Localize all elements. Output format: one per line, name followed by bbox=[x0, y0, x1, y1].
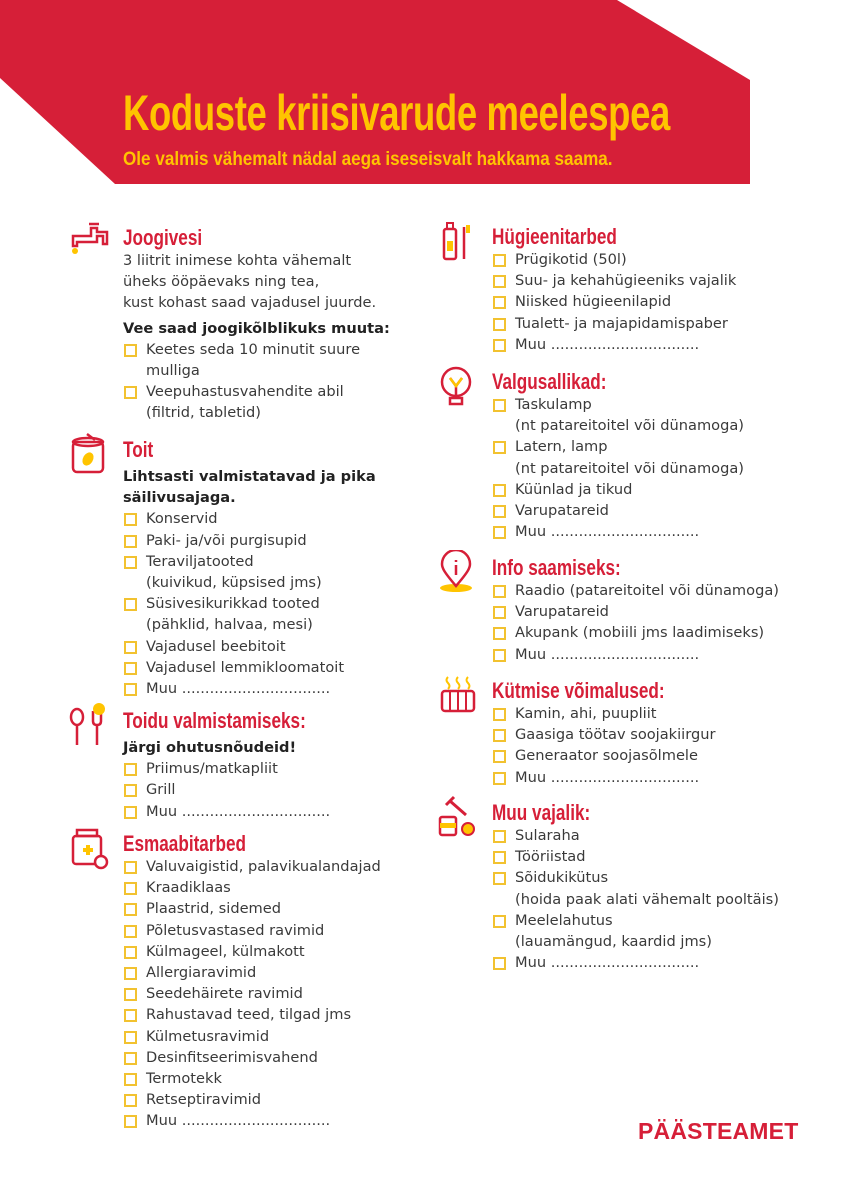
instruction-text: Vee saad joogikõlblikuks muuta: bbox=[123, 319, 390, 337]
checklist-item[interactable] bbox=[492, 745, 832, 766]
logo-paasteamet: PÄÄSTEAMET bbox=[638, 1118, 799, 1144]
section-toit bbox=[123, 438, 463, 699]
checklist-item[interactable] bbox=[492, 703, 832, 724]
checkbox[interactable] bbox=[124, 1031, 137, 1044]
item-text: Tööriistad bbox=[515, 848, 586, 866]
checkbox[interactable] bbox=[124, 784, 137, 797]
item-text: (filtrid, tabletid) bbox=[146, 404, 261, 422]
section-title: Info saamiseks: bbox=[492, 555, 621, 580]
checkbox[interactable] bbox=[124, 925, 137, 938]
checkbox[interactable] bbox=[124, 1009, 137, 1022]
checkbox[interactable] bbox=[493, 750, 506, 763]
checklist-item[interactable] bbox=[492, 291, 832, 312]
item-text: Latern, lamp bbox=[515, 438, 608, 456]
checklist-item[interactable] bbox=[492, 270, 832, 291]
checkbox[interactable] bbox=[124, 1115, 137, 1128]
item-text: Generaator soojasõlmele bbox=[515, 747, 698, 765]
checkbox[interactable] bbox=[124, 967, 137, 980]
item-text: Muu ................................ bbox=[515, 645, 700, 663]
item-text: Gaasiga töötav soojakiirgur bbox=[515, 726, 716, 744]
section-valgusallikad bbox=[492, 370, 832, 542]
checkbox[interactable] bbox=[124, 1052, 137, 1065]
item-text: (kuivikud, küpsised jms) bbox=[146, 574, 322, 592]
item-text: Külmageel, külmakott bbox=[146, 942, 305, 960]
item-text: (lauamängud, kaardid jms) bbox=[515, 933, 712, 951]
item-text: Termotekk bbox=[146, 1070, 222, 1088]
section-info-saamiseks bbox=[492, 556, 832, 665]
checklist-item[interactable] bbox=[123, 508, 463, 529]
checkbox[interactable] bbox=[124, 946, 137, 959]
checkbox[interactable] bbox=[124, 386, 137, 399]
checklist-item[interactable] bbox=[492, 622, 832, 643]
item-text: Taskulamp bbox=[515, 396, 592, 413]
checklist-item[interactable] bbox=[123, 381, 463, 423]
checkbox[interactable] bbox=[124, 662, 137, 675]
instruction-text: säilivusajaga. bbox=[123, 489, 236, 507]
checklist-item[interactable] bbox=[492, 479, 832, 500]
checkbox[interactable] bbox=[493, 708, 506, 721]
checkbox[interactable] bbox=[493, 627, 506, 640]
checkbox[interactable] bbox=[493, 484, 506, 497]
checklist-item[interactable] bbox=[123, 1026, 463, 1047]
checklist-item[interactable] bbox=[123, 962, 463, 983]
item-text: Vajadusel lemmikloomatoit bbox=[146, 658, 345, 676]
checklist-item[interactable] bbox=[123, 530, 463, 551]
section-toidu-valmistamiseks bbox=[123, 709, 463, 822]
description-line: üheks ööpäevaks ning tea, bbox=[123, 273, 320, 291]
radiator-icon bbox=[436, 673, 480, 717]
item-text: Raadio (patareitoitel või dünamoga) bbox=[515, 582, 779, 599]
checkbox[interactable] bbox=[493, 505, 506, 518]
checkbox[interactable] bbox=[124, 598, 137, 611]
checkbox[interactable] bbox=[124, 806, 137, 819]
checkbox[interactable] bbox=[493, 526, 506, 539]
checkbox[interactable] bbox=[124, 882, 137, 895]
instruction-text: Lihtsasti valmistatavad ja pika bbox=[123, 468, 376, 485]
section-muu-vajalik bbox=[492, 801, 832, 973]
item-text: Muu ................................ bbox=[515, 954, 700, 972]
section-title: Joogivesi bbox=[123, 225, 203, 250]
tools-misc-icon bbox=[436, 795, 480, 839]
checkbox[interactable] bbox=[124, 344, 137, 357]
item-text: Kamin, ahi, puupliit bbox=[515, 705, 657, 722]
item-text: Meelelahutus bbox=[515, 911, 613, 929]
checkbox[interactable] bbox=[493, 339, 506, 352]
checkbox[interactable] bbox=[124, 763, 137, 776]
item-text: Sõidukikütus bbox=[515, 869, 609, 887]
checklist-item[interactable] bbox=[123, 758, 463, 779]
item-text: Desinfitseerimisvahend bbox=[146, 1048, 318, 1066]
item-text: Küünlad ja tikud bbox=[515, 480, 633, 498]
item-text: Rahustavad teed, tilgad jms bbox=[146, 1006, 352, 1024]
checklist-item[interactable] bbox=[492, 521, 832, 542]
info-pin-icon bbox=[436, 550, 480, 594]
checkbox[interactable] bbox=[493, 296, 506, 309]
section-title: Toit bbox=[123, 437, 154, 462]
section-esmaabitarbed bbox=[123, 832, 463, 1132]
spoon-fork-icon bbox=[67, 703, 111, 747]
page-title: Koduste kriisivarude meelespea bbox=[123, 85, 670, 141]
checklist-item[interactable] bbox=[123, 898, 463, 919]
checklist-item[interactable] bbox=[492, 724, 832, 745]
checklist-item[interactable] bbox=[492, 910, 832, 952]
checkbox[interactable] bbox=[493, 957, 506, 970]
item-text: Külmetusravimid bbox=[146, 1027, 270, 1045]
checklist-item[interactable] bbox=[123, 593, 463, 635]
item-text: Grill bbox=[146, 781, 176, 799]
checklist-item[interactable] bbox=[123, 657, 463, 678]
checkbox[interactable] bbox=[493, 275, 506, 288]
checklist-item[interactable] bbox=[123, 1068, 463, 1089]
checkbox[interactable] bbox=[124, 683, 137, 696]
checkbox[interactable] bbox=[124, 535, 137, 548]
item-text: Varupatareid bbox=[515, 502, 609, 520]
item-text: (nt patareitoitel või dünamoga) bbox=[515, 459, 744, 477]
checkbox[interactable] bbox=[124, 513, 137, 526]
item-text: Allergiaravimid bbox=[146, 964, 257, 982]
item-text: Muu ................................ bbox=[146, 680, 331, 698]
checkbox[interactable] bbox=[493, 441, 506, 454]
item-text: Prügikotid (50l) bbox=[515, 251, 627, 268]
item-text: Varupatareid bbox=[515, 603, 609, 621]
checklist-item[interactable] bbox=[492, 436, 832, 478]
section-title: Hügieenitarbed bbox=[492, 224, 617, 249]
checkbox[interactable] bbox=[124, 861, 137, 874]
item-text: Vajadusel beebitoit bbox=[146, 637, 286, 655]
item-text: Tualett- ja majapidamispaber bbox=[515, 314, 728, 332]
checkbox[interactable] bbox=[124, 1073, 137, 1086]
checkbox[interactable] bbox=[493, 318, 506, 331]
checklist-item[interactable] bbox=[492, 249, 832, 270]
item-text: Muu ................................ bbox=[515, 768, 700, 786]
light-bulb-icon bbox=[436, 364, 480, 408]
checklist-item[interactable] bbox=[492, 767, 832, 788]
checklist-item[interactable] bbox=[123, 636, 463, 657]
item-text: (pähklid, halvaa, mesi) bbox=[146, 616, 313, 634]
section-title: Toidu valmistamiseks: bbox=[123, 708, 306, 733]
description-line: kust kohast saad vajadusel juurde. bbox=[123, 294, 377, 312]
checklist-item[interactable] bbox=[123, 678, 463, 699]
item-text: Niisked hügieenilapid bbox=[515, 293, 672, 311]
checklist-item[interactable] bbox=[123, 856, 463, 877]
item-text: Põletusvastased ravimid bbox=[146, 921, 325, 939]
food-can-icon bbox=[67, 432, 111, 476]
section-hügieenitarbed bbox=[492, 225, 832, 355]
checkbox[interactable] bbox=[124, 641, 137, 654]
item-text: Seedehäirete ravimid bbox=[146, 985, 303, 1003]
checklist-item[interactable] bbox=[123, 1089, 463, 1110]
checkbox[interactable] bbox=[493, 772, 506, 785]
item-text: Muu ................................ bbox=[515, 523, 700, 541]
item-text: Priimus/matkapliit bbox=[146, 760, 278, 778]
checkbox[interactable] bbox=[124, 1094, 137, 1107]
checklist-item[interactable] bbox=[123, 551, 463, 593]
item-text: Muu ................................ bbox=[146, 802, 331, 820]
item-text: (hoida paak alati vähemalt pooltäis) bbox=[515, 890, 779, 908]
checklist-item[interactable] bbox=[492, 334, 832, 355]
item-text: Valuvaigistid, palavikualandajad bbox=[146, 858, 381, 875]
checkbox[interactable] bbox=[493, 606, 506, 619]
checklist-item[interactable] bbox=[492, 313, 832, 334]
item-text: Muu ................................ bbox=[515, 335, 700, 353]
section-title: Kütmise võimalused: bbox=[492, 678, 665, 703]
checkbox[interactable] bbox=[493, 851, 506, 864]
checklist-item[interactable] bbox=[123, 1004, 463, 1025]
section-title: Muu vajalik: bbox=[492, 800, 591, 825]
checklist-item[interactable] bbox=[123, 1047, 463, 1068]
page-subtitle: Ole valmis vähemalt nädal aega iseseisvalt hakkama saama. bbox=[123, 149, 613, 170]
checklist-item[interactable] bbox=[492, 825, 832, 846]
item-text: Teraviljatooted bbox=[146, 552, 254, 570]
item-text: Konservid bbox=[146, 510, 218, 528]
item-text: Keetes seda 10 minutit suure bbox=[146, 340, 361, 358]
checkbox[interactable] bbox=[124, 556, 137, 569]
checkbox[interactable] bbox=[493, 649, 506, 662]
item-text: Retseptiravimid bbox=[146, 1091, 261, 1109]
checklist-item[interactable] bbox=[492, 846, 832, 867]
checkbox[interactable] bbox=[493, 915, 506, 928]
item-text: Paki- ja/või purgisupid bbox=[146, 531, 307, 549]
checklist-item[interactable] bbox=[492, 644, 832, 665]
instruction-text: Järgi ohutusnõudeid! bbox=[123, 739, 297, 756]
checklist-item[interactable] bbox=[123, 983, 463, 1004]
checkbox[interactable] bbox=[493, 872, 506, 885]
item-text: Akupank (mobiili jms laadimiseks) bbox=[515, 624, 765, 642]
item-text: Sularaha bbox=[515, 827, 580, 844]
checklist-item[interactable] bbox=[123, 339, 463, 381]
checklist-item[interactable] bbox=[123, 1110, 463, 1131]
checkbox[interactable] bbox=[124, 988, 137, 1001]
checkbox[interactable] bbox=[493, 830, 506, 843]
first-aid-kit-icon bbox=[67, 826, 111, 870]
checklist-item[interactable] bbox=[492, 500, 832, 521]
item-text: Muu ................................ bbox=[146, 1112, 331, 1130]
checkbox[interactable] bbox=[124, 903, 137, 916]
checklist-item[interactable] bbox=[492, 952, 832, 973]
checkbox[interactable] bbox=[493, 729, 506, 742]
checkbox[interactable] bbox=[493, 585, 506, 598]
item-text: Suu- ja kehahügieeniks vajalik bbox=[515, 272, 737, 290]
checklist-item[interactable] bbox=[123, 941, 463, 962]
water-tap-icon bbox=[67, 220, 111, 264]
checkbox[interactable] bbox=[493, 254, 506, 267]
checklist-item[interactable] bbox=[492, 867, 832, 909]
checkbox[interactable] bbox=[493, 399, 506, 412]
checklist-item[interactable] bbox=[492, 580, 832, 601]
checklist-item[interactable] bbox=[123, 877, 463, 898]
item-text: Kraadiklaas bbox=[146, 879, 231, 897]
checklist-item[interactable] bbox=[123, 920, 463, 941]
section-title: Esmaabitarbed bbox=[123, 831, 247, 856]
item-text: Veepuhastusvahendite abil bbox=[146, 383, 344, 401]
checklist-item[interactable] bbox=[492, 601, 832, 622]
item-text: mulliga bbox=[146, 362, 200, 380]
section-joogivesi bbox=[123, 226, 463, 424]
description-line: 3 liitrit inimese kohta vähemalt bbox=[123, 252, 352, 269]
item-text: Plaastrid, sidemed bbox=[146, 900, 282, 918]
checklist-item[interactable] bbox=[123, 779, 463, 800]
item-text: (nt patareitoitel või dünamoga) bbox=[515, 417, 744, 435]
section-kütmise-võimalused bbox=[492, 679, 832, 788]
hygiene-toothpaste-icon bbox=[436, 219, 480, 263]
section-title: Valgusallikad: bbox=[492, 369, 607, 394]
checklist-item[interactable] bbox=[123, 801, 463, 822]
item-text: Süsivesikurikkad tooted bbox=[146, 595, 320, 613]
checklist-item[interactable] bbox=[492, 394, 832, 436]
